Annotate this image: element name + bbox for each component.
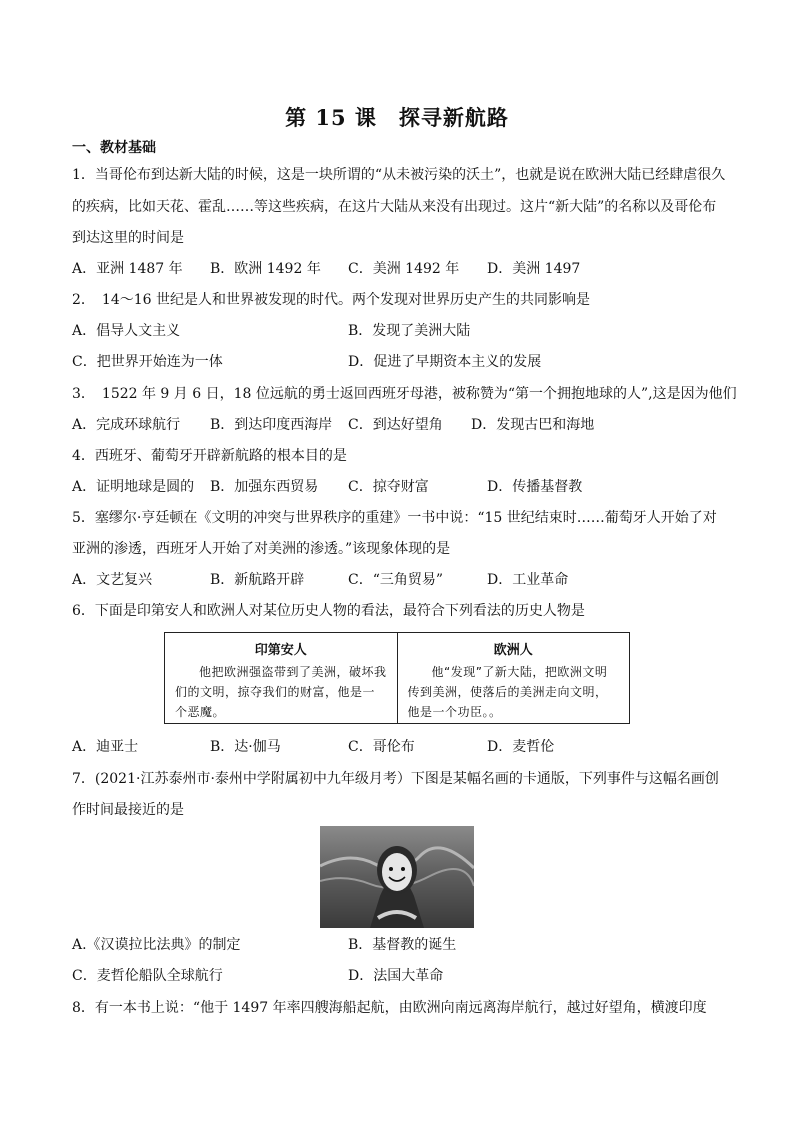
q2-line-1: 2． 14～16 世纪是人和世界被发现的时代。两个发现对世界历史产生的共同影响是 xyxy=(72,292,590,308)
q4-option-b: B．加强东西贸易 xyxy=(210,479,319,495)
q6-option-d: D．麦哲伦 xyxy=(487,739,555,755)
q1-line-2: 的疾病，比如天花、霍乱……等这些疾病，在这片大陆从来没有出现过。这片“新大陆”的名称以及哥伦布 xyxy=(72,199,717,215)
q2-option-d: D．促进了早期资本主义的发展 xyxy=(348,354,542,370)
q2-option-b: B．发现了美洲大陆 xyxy=(348,323,471,339)
opinion-table xyxy=(164,632,630,724)
q4-line-1: 4．西班牙、葡萄牙开辟新航路的根本目的是 xyxy=(72,448,347,464)
section-heading: 一、教材基础 xyxy=(72,140,156,156)
q1-line-3: 到达这里的时间是 xyxy=(72,230,184,246)
q5-option-d: D．工业革命 xyxy=(487,572,569,588)
q7-option-a: A.《汉谟拉比法典》的制定 xyxy=(72,937,241,953)
q6-option-b: B．达·伽马 xyxy=(210,739,281,755)
q7-line-1: 7．(2021·江苏泰州市·泰州中学附属初中九年级月考）下图是某幅名画的卡通版，下列事件与这幅名画创 xyxy=(72,771,719,787)
q7-option-d: D．法国大革命 xyxy=(348,968,444,984)
table-cell-europeans xyxy=(397,633,630,723)
q7-line-2: 作时间最接近的是 xyxy=(72,802,184,818)
table-body-europeans: 他“发现”了新大陆，把欧洲文明传到美洲，使落后的美洲走向文明，他是一个功臣。。 xyxy=(407,665,608,719)
q3-option-d: D．发现古巴和海地 xyxy=(471,417,595,433)
q5-option-a: A．文艺复兴 xyxy=(72,572,153,588)
table-body-indians: 他把欧洲强盗带到了美洲，破坏我们的文明，掠夺我们的财富，他是一个恶魔。 xyxy=(175,665,387,719)
q6-option-a: A．迪亚士 xyxy=(72,739,139,755)
q6-option-c: C．哥伦布 xyxy=(348,739,415,755)
q5-option-c: C．“三角贸易” xyxy=(348,572,444,588)
q3-option-b: B．到达印度西海岸 xyxy=(210,417,333,433)
q4-option-d: D．传播基督教 xyxy=(487,479,583,495)
lesson-title: 第 15 课 探寻新航路 xyxy=(285,105,509,130)
q1-option-c: C．美洲 1492 年 xyxy=(348,261,460,277)
table-head-europeans: 欧洲人 xyxy=(493,643,533,658)
q2-option-a: A．倡导人文主义 xyxy=(72,323,181,339)
q4-option-c: C．掠夺财富 xyxy=(348,479,429,495)
q5-option-b: B．新航路开辟 xyxy=(210,572,305,588)
q1-option-d: D．美洲 1497 xyxy=(487,261,581,277)
q1-line-1: 1．当哥伦布到达新大陆的时候，这是一块所谓的“从未被污染的沃土”，也就是说在欧洲大陆已经肆虐很久 xyxy=(72,167,726,183)
q7-option-c: C．麦哲伦船队全球航行 xyxy=(72,968,223,984)
cartoon-mona-lisa-drawing xyxy=(320,826,474,928)
q5-line-1: 5．塞缪尔·亨廷顿在《文明的冲突与世界秩序的重建》一书中说：“15 世纪结束时……葡萄牙人开始了对 xyxy=(72,510,717,526)
q3-option-a: A．完成环球航行 xyxy=(72,417,181,433)
q3-line-1: 3． 1522 年 9 月 6 日，18 位远航的勇士返回西班牙母港，被称赞为“第一个拥抱地球的人”,这是因为他们 xyxy=(72,386,737,402)
q6-line-1: 6．下面是印第安人和欧洲人对某位历史人物的看法，最符合下列看法的历史人物是 xyxy=(72,603,585,619)
q1-option-b: B．欧洲 1492 年 xyxy=(210,261,321,277)
q5-line-2: 亚洲的渗透，西班牙人开始了对美洲的渗透。”该现象体现的是 xyxy=(72,541,451,557)
q1-option-a: A．亚洲 1487 年 xyxy=(72,261,183,277)
q3-option-c: C．到达好望角 xyxy=(348,417,443,433)
q2-option-c: C．把世界开始连为一体 xyxy=(72,354,223,370)
q4-option-a: A．证明地球是圆的 xyxy=(72,479,195,495)
q8-line-1: 8．有一本书上说：“他于 1497 年率四艘海船起航，由欧洲向南远离海岸航行，越过好望角，横渡印度 xyxy=(72,1000,707,1016)
cartoon-mona-lisa-image xyxy=(320,826,474,928)
table-head-indians: 印第安人 xyxy=(254,643,307,658)
q7-option-b: B．基督教的诞生 xyxy=(348,937,457,953)
table-cell-indians xyxy=(165,633,397,723)
